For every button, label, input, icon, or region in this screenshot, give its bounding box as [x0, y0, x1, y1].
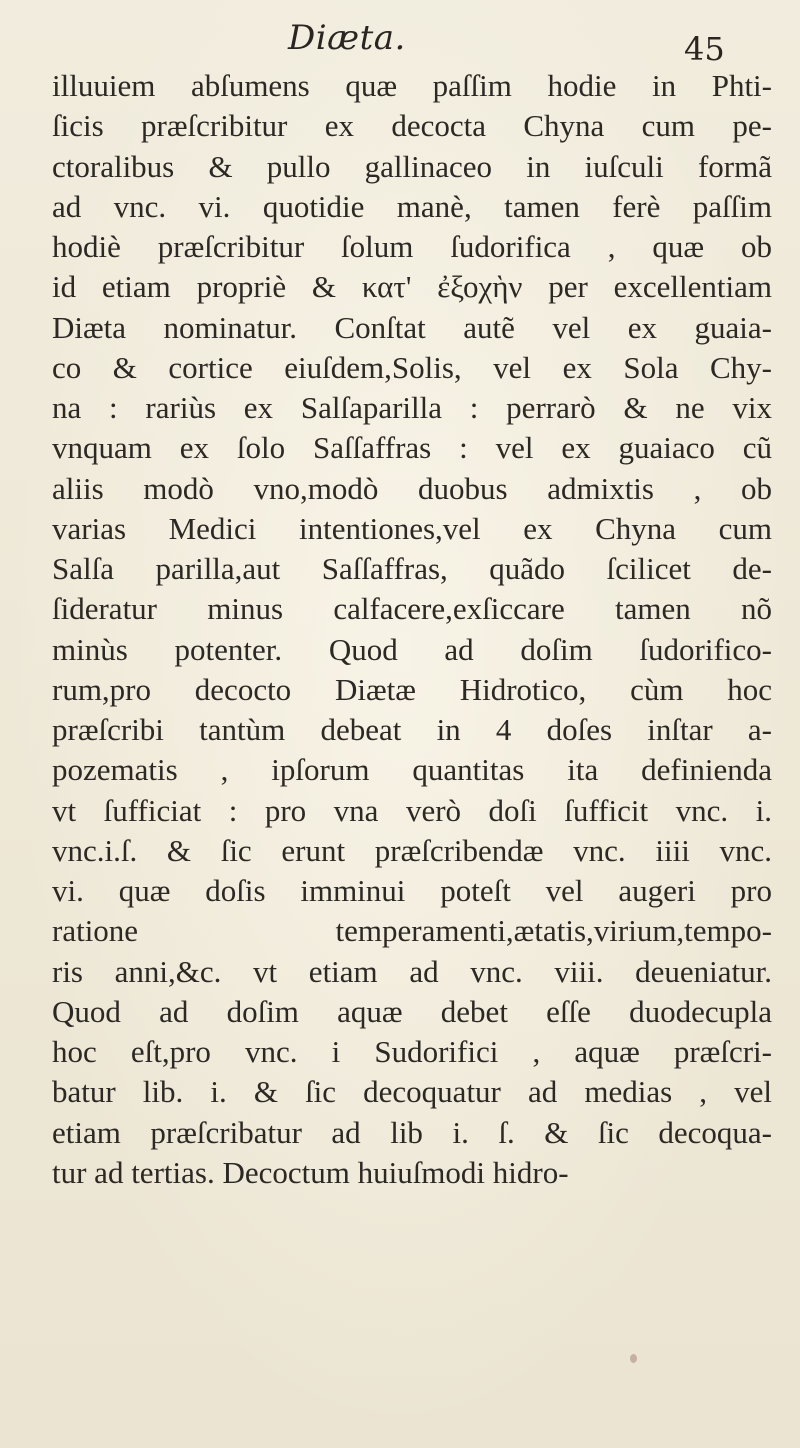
text-line: ſicis præſcribitur ex decocta Chyna cum pe- [52, 108, 772, 144]
text-line: vnc.i.ſ. & ſic erunt præſcribendæ vnc. iiii vnc. [52, 832, 772, 868]
paper-speck [630, 1354, 637, 1363]
text-line: na : rariùs ex Salſaparilla : perrarò & ne vix [52, 390, 772, 425]
body-text [52, 66, 772, 1193]
text-line: illuuiem abſumens quæ paſſim hodie in Phti- [52, 68, 772, 103]
text-line: id etiam propriè & κατ' ἐξοχὴν per excellentiam [52, 269, 772, 305]
text-line: Diæta nominatur. Conſtat autẽ vel ex guaia- [52, 309, 772, 345]
text-line: ctoralibus & pullo gallinaceo in iuſculi formã [52, 148, 772, 184]
text-line: co & cortice eiuſdem,Solis, vel ex Sola Chy- [52, 349, 772, 385]
text-line: etiam præſcribatur ad lib i. ſ. & ſic decoqua- [52, 1114, 772, 1150]
page-number: 45 [684, 30, 725, 68]
text-line: ratione temperamenti,ætatis,virium,tempo- [52, 913, 772, 949]
text-line: vnquam ex ſolo Saſſaffras : vel ex guaiaco cũ [52, 430, 772, 466]
text-line: hoc eſt,pro vnc. i Sudorifici , aquæ præſcri- [52, 1034, 772, 1069]
text-line: batur lib. i. & ſic decoquatur ad medias , vel [52, 1074, 772, 1110]
text-line: ris anni,&c. vt etiam ad vnc. viii. deueniatur. [52, 953, 772, 989]
text-line: vt ſufficiat : pro vna verò doſi ſufficit vnc. i. [52, 792, 772, 828]
text-line: hodiè præſcribitur ſolum ſudorifica , quæ ob [52, 229, 772, 264]
text-line: varias Medici intentiones,vel ex Chyna cum [52, 510, 772, 546]
page-header [0, 8, 800, 66]
text-line: rum,pro decocto Diætæ Hidrotico, cùm hoc [52, 671, 772, 707]
text-line: ſideratur minus calfacere,exſiccare tamen nõ [52, 591, 772, 627]
text-line: vi. quæ doſis imminui poteſt vel augeri pro [52, 873, 772, 908]
running-head: Diæta. [288, 18, 406, 58]
text-line: ad vnc. vi. quotidie manè, tamen ferè paſſim [52, 188, 772, 224]
text-line: Quod ad doſim aquæ debet eſſe duodecupla [52, 993, 772, 1029]
text-line: pozematis , ipſorum quantitas ita definienda [52, 752, 772, 788]
text-line: tur ad tertias. Decoctum huiuſmodi hidro- [52, 1154, 569, 1190]
text-line: præſcribi tantùm debeat in 4 doſes inſtar a- [52, 712, 772, 747]
text-line: aliis modò vno,modò duobus admixtis , ob [52, 470, 772, 506]
text-line: Salſa parilla,aut Saſſaffras, quãdo ſcilicet de- [52, 551, 772, 586]
text-line: minùs potenter. Quod ad doſim ſudorifico- [52, 631, 772, 667]
